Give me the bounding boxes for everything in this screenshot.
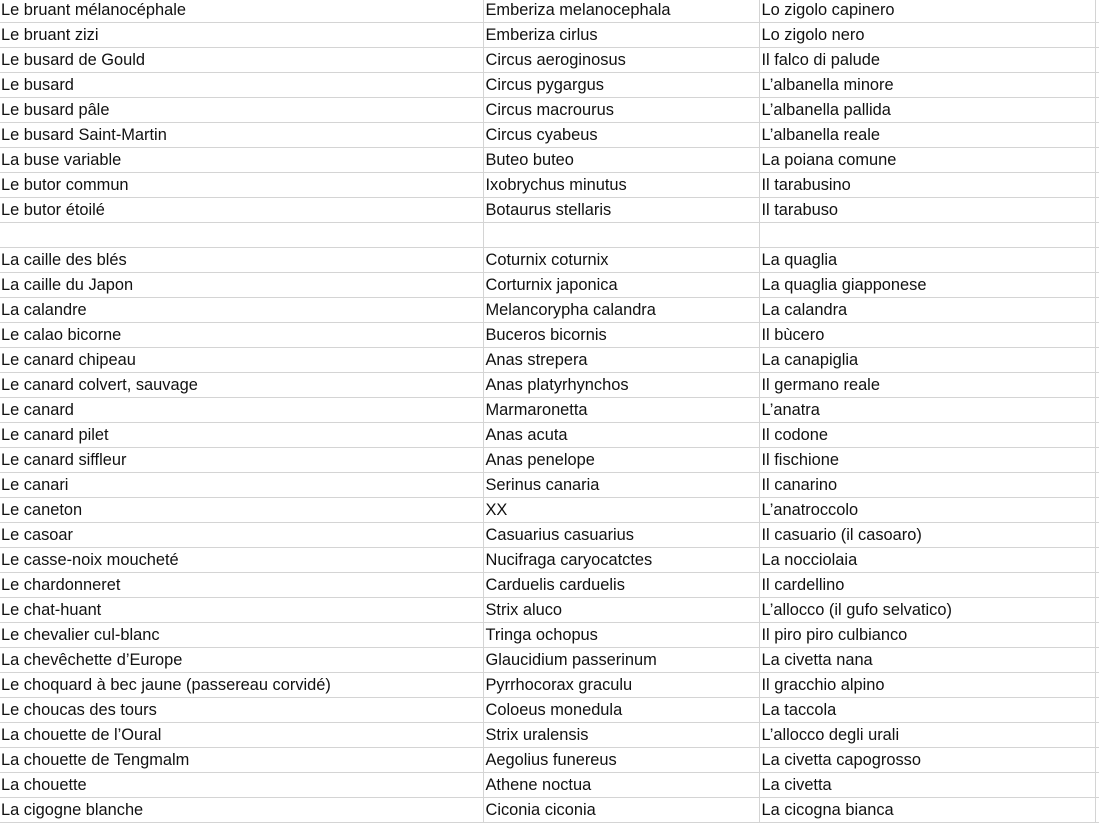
latin-name-cell[interactable]: Coturnix coturnix [483, 248, 759, 273]
french-name-cell[interactable]: Le canard colvert, sauvage [0, 373, 483, 398]
latin-name-cell[interactable]: Anas strepera [483, 348, 759, 373]
empty-cell[interactable] [1095, 773, 1099, 798]
empty-cell[interactable] [1095, 748, 1099, 773]
french-name-cell[interactable]: La chevêchette d’Europe [0, 648, 483, 673]
french-name-cell[interactable]: La buse variable [0, 148, 483, 173]
italian-name-cell[interactable]: Il germano reale [759, 373, 1095, 398]
latin-name-cell[interactable]: Nucifraga caryocatctes [483, 548, 759, 573]
empty-cell[interactable] [1095, 473, 1099, 498]
table-row [0, 223, 1099, 248]
latin-name-cell[interactable]: Athene noctua [483, 773, 759, 798]
latin-name-cell[interactable]: Anas platyrhynchos [483, 373, 759, 398]
empty-cell[interactable] [1095, 523, 1099, 548]
table-row [0, 123, 1099, 148]
latin-name-cell[interactable]: Corturnix japonica [483, 273, 759, 298]
table-row [0, 573, 1099, 598]
italian-name-cell[interactable]: La taccola [759, 698, 1095, 723]
italian-name-cell[interactable]: La civetta [759, 773, 1095, 798]
italian-name-cell[interactable]: L’anatroccolo [759, 498, 1095, 523]
latin-name-cell[interactable]: Marmaronetta [483, 398, 759, 423]
french-name-cell[interactable]: Le canard siffleur [0, 448, 483, 473]
table-row [0, 748, 1099, 773]
empty-cell[interactable] [1095, 673, 1099, 698]
empty-cell[interactable] [1095, 98, 1099, 123]
italian-name-cell[interactable]: Il cardellino [759, 573, 1095, 598]
empty-cell[interactable] [1095, 123, 1099, 148]
table-row [0, 398, 1099, 423]
empty-cell[interactable] [1095, 348, 1099, 373]
table-row [0, 348, 1099, 373]
latin-name-cell[interactable]: Buceros bicornis [483, 323, 759, 348]
table-row [0, 48, 1099, 73]
french-name-cell[interactable]: Le butor commun [0, 173, 483, 198]
french-name-cell[interactable]: La caille du Japon [0, 273, 483, 298]
table-row [0, 73, 1099, 98]
table-row [0, 323, 1099, 348]
empty-cell[interactable] [1095, 623, 1099, 648]
empty-cell[interactable] [1095, 573, 1099, 598]
italian-name-cell[interactable]: Il tarabuso [759, 198, 1095, 223]
italian-name-cell[interactable]: L’albanella pallida [759, 98, 1095, 123]
table-row [0, 698, 1099, 723]
latin-name-cell[interactable]: Serinus canaria [483, 473, 759, 498]
table-row [0, 648, 1099, 673]
latin-name-cell[interactable]: Botaurus stellaris [483, 198, 759, 223]
empty-cell[interactable] [1095, 223, 1099, 248]
french-name-cell[interactable]: Le bruant mélanocéphale [0, 0, 483, 23]
french-name-cell[interactable]: Le busard pâle [0, 98, 483, 123]
french-name-cell[interactable]: Le chevalier cul-blanc [0, 623, 483, 648]
french-name-cell[interactable]: Le chardonneret [0, 573, 483, 598]
table-row [0, 598, 1099, 623]
table-row [0, 298, 1099, 323]
italian-name-cell[interactable]: Il fischione [759, 448, 1095, 473]
french-name-cell[interactable]: Le canari [0, 473, 483, 498]
french-name-cell[interactable]: Le casse-noix moucheté [0, 548, 483, 573]
italian-name-cell[interactable]: La civetta capogrosso [759, 748, 1095, 773]
latin-name-cell[interactable]: Casuarius casuarius [483, 523, 759, 548]
latin-name-cell[interactable]: Strix uralensis [483, 723, 759, 748]
table-row [0, 523, 1099, 548]
french-name-cell[interactable]: La chouette de l’Oural [0, 723, 483, 748]
italian-name-cell[interactable]: La poiana comune [759, 148, 1095, 173]
french-name-cell[interactable]: Le busard [0, 73, 483, 98]
empty-cell[interactable] [1095, 598, 1099, 623]
table-row [0, 623, 1099, 648]
french-name-cell[interactable]: Le calao bicorne [0, 323, 483, 348]
italian-name-cell[interactable]: Il canarino [759, 473, 1095, 498]
table-row [0, 798, 1099, 823]
table-row [0, 0, 1099, 23]
french-name-cell[interactable]: Le canard pilet [0, 423, 483, 448]
empty-cell[interactable] [1095, 73, 1099, 98]
empty-cell[interactable] [1095, 373, 1099, 398]
italian-name-cell[interactable]: Il falco di palude [759, 48, 1095, 73]
empty-cell[interactable] [1095, 198, 1099, 223]
table-row [0, 173, 1099, 198]
italian-name-cell[interactable]: La calandra [759, 298, 1095, 323]
french-name-cell[interactable]: La caille des blés [0, 248, 483, 273]
italian-name-cell[interactable]: La quaglia giapponese [759, 273, 1095, 298]
latin-name-cell[interactable] [483, 223, 759, 248]
italian-name-cell[interactable]: L’allocco (il gufo selvatico) [759, 598, 1095, 623]
empty-cell[interactable] [1095, 248, 1099, 273]
latin-name-cell[interactable]: Emberiza melanocephala [483, 0, 759, 23]
italian-name-cell[interactable]: Il tarabusino [759, 173, 1095, 198]
empty-cell[interactable] [1095, 498, 1099, 523]
latin-name-cell[interactable]: Anas acuta [483, 423, 759, 448]
french-name-cell[interactable]: Le busard Saint-Martin [0, 123, 483, 148]
empty-cell[interactable] [1095, 323, 1099, 348]
table-row [0, 548, 1099, 573]
empty-cell[interactable] [1095, 398, 1099, 423]
latin-name-cell[interactable]: Circus macrourus [483, 98, 759, 123]
french-name-cell[interactable]: Le canard [0, 398, 483, 423]
italian-name-cell[interactable]: L’allocco degli urali [759, 723, 1095, 748]
empty-cell[interactable] [1095, 298, 1099, 323]
italian-name-cell[interactable]: Il casuario (il casoaro) [759, 523, 1095, 548]
table-row [0, 448, 1099, 473]
french-name-cell[interactable]: La chouette de Tengmalm [0, 748, 483, 773]
french-name-cell[interactable]: Le chat-huant [0, 598, 483, 623]
italian-name-cell[interactable]: Il codone [759, 423, 1095, 448]
italian-name-cell[interactable]: La nocciolaia [759, 548, 1095, 573]
french-name-cell[interactable]: La calandre [0, 298, 483, 323]
italian-name-cell[interactable]: La civetta nana [759, 648, 1095, 673]
table-row [0, 673, 1099, 698]
empty-cell[interactable] [1095, 23, 1099, 48]
table-row [0, 248, 1099, 273]
latin-name-cell[interactable]: Tringa ochopus [483, 623, 759, 648]
latin-name-cell[interactable]: Circus pygargus [483, 73, 759, 98]
empty-cell[interactable] [1095, 273, 1099, 298]
italian-name-cell[interactable]: L’albanella reale [759, 123, 1095, 148]
latin-name-cell[interactable]: Emberiza cirlus [483, 23, 759, 48]
latin-name-cell[interactable]: Circus cyabeus [483, 123, 759, 148]
empty-cell[interactable] [1095, 48, 1099, 73]
latin-name-cell[interactable]: Strix aluco [483, 598, 759, 623]
french-name-cell[interactable]: Le caneton [0, 498, 483, 523]
italian-name-cell[interactable]: L’albanella minore [759, 73, 1095, 98]
french-name-cell[interactable]: Le casoar [0, 523, 483, 548]
latin-name-cell[interactable]: Aegolius funereus [483, 748, 759, 773]
italian-name-cell[interactable]: La cicogna bianca [759, 798, 1095, 823]
french-name-cell[interactable]: Le bruant zizi [0, 23, 483, 48]
italian-name-cell[interactable]: Il piro piro culbianco [759, 623, 1095, 648]
latin-name-cell[interactable]: Glaucidium passerinum [483, 648, 759, 673]
french-name-cell[interactable]: Le butor étoilé [0, 198, 483, 223]
french-name-cell[interactable]: La chouette [0, 773, 483, 798]
latin-name-cell[interactable]: Pyrrhocorax graculu [483, 673, 759, 698]
table-row [0, 473, 1099, 498]
empty-cell[interactable] [1095, 723, 1099, 748]
empty-cell[interactable] [1095, 698, 1099, 723]
latin-name-cell[interactable]: Ixobrychus minutus [483, 173, 759, 198]
table-row [0, 498, 1099, 523]
latin-name-cell[interactable]: XX [483, 498, 759, 523]
italian-name-cell[interactable]: Il bùcero [759, 323, 1095, 348]
italian-name-cell[interactable]: Lo zigolo nero [759, 23, 1095, 48]
latin-name-cell[interactable]: Buteo buteo [483, 148, 759, 173]
table-row [0, 273, 1099, 298]
latin-name-cell[interactable]: Melancorypha calandra [483, 298, 759, 323]
table-row [0, 98, 1099, 123]
table-row [0, 773, 1099, 798]
table-row [0, 723, 1099, 748]
empty-cell[interactable] [1095, 798, 1099, 823]
table-row [0, 373, 1099, 398]
table-row [0, 148, 1099, 173]
empty-cell[interactable] [1095, 0, 1099, 23]
table-row [0, 423, 1099, 448]
french-name-cell[interactable] [0, 223, 483, 248]
latin-name-cell[interactable]: Carduelis carduelis [483, 573, 759, 598]
italian-name-cell[interactable] [759, 223, 1095, 248]
empty-cell[interactable] [1095, 423, 1099, 448]
table-row [0, 198, 1099, 223]
french-name-cell[interactable]: Le choucas des tours [0, 698, 483, 723]
empty-cell[interactable] [1095, 173, 1099, 198]
italian-name-cell[interactable]: La canapiglia [759, 348, 1095, 373]
empty-cell[interactable] [1095, 648, 1099, 673]
latin-name-cell[interactable]: Circus aeroginosus [483, 48, 759, 73]
french-name-cell[interactable]: Le choquard à bec jaune (passereau corvidé) [0, 673, 483, 698]
french-name-cell[interactable]: La cigogne blanche [0, 798, 483, 823]
empty-cell[interactable] [1095, 548, 1099, 573]
italian-name-cell[interactable]: Il gracchio alpino [759, 673, 1095, 698]
french-name-cell[interactable]: Le busard de Gould [0, 48, 483, 73]
italian-name-cell[interactable]: La quaglia [759, 248, 1095, 273]
empty-cell[interactable] [1095, 148, 1099, 173]
italian-name-cell[interactable]: Lo zigolo capinero [759, 0, 1095, 23]
table-row [0, 23, 1099, 48]
empty-cell[interactable] [1095, 448, 1099, 473]
latin-name-cell[interactable]: Ciconia ciconia [483, 798, 759, 823]
french-name-cell[interactable]: Le canard chipeau [0, 348, 483, 373]
latin-name-cell[interactable]: Coloeus monedula [483, 698, 759, 723]
italian-name-cell[interactable]: L’anatra [759, 398, 1095, 423]
latin-name-cell[interactable]: Anas penelope [483, 448, 759, 473]
